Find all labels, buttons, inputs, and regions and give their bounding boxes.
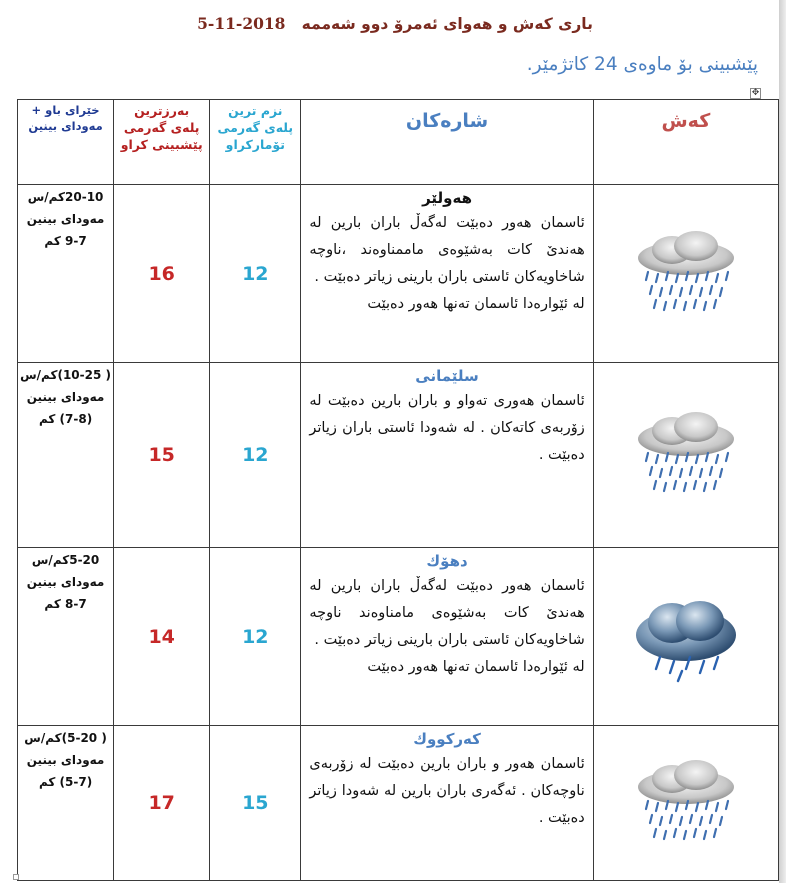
wind-visibility-cell (18, 548, 114, 726)
header-wind-line: خێرای باو + (31, 103, 100, 117)
visibility-value: (7-8) كم (38, 412, 93, 426)
min-temp-cell: 12 (210, 548, 301, 726)
visibility-label: مەودای بینین (26, 575, 105, 589)
header-max-line: پێشبینی كراو (120, 137, 203, 152)
title-date: 2018-11-5 (197, 14, 286, 33)
header-max-temp (114, 100, 210, 185)
city-forecast-cell (301, 363, 593, 548)
forecast-evening-text: لە ئێوارەدا ئاسمان تەنها هەور دەبێت (367, 659, 585, 675)
wind-speed: ( 10-25)كم/س (20, 368, 111, 382)
visibility-label: مەودای بینین (26, 212, 105, 226)
table-row (18, 185, 779, 363)
header-min-temp (210, 100, 301, 185)
wind-speed: 5-20كم/س (31, 553, 100, 567)
weather-table (17, 99, 779, 881)
weather-icon-cell (593, 363, 778, 548)
document-title (170, 14, 620, 40)
city-forecast-cell (301, 185, 593, 363)
max-temp-cell: 16 (114, 185, 210, 363)
min-temp-cell: 12 (210, 185, 301, 363)
visibility-label: مەودای بینین (26, 390, 105, 404)
forecast-text: ئاسمان هەور دەبێت لەگەڵ باران بارین لە هەندێ كات بەشێوەی ماممناوەند ،ناوچە شاخاویەكان ئاستی باران بارینی زیاتر دەبێت . (309, 215, 585, 285)
header-weather: كەش (593, 100, 778, 185)
header-min-line: نزم ترین (228, 103, 283, 118)
header-min-line: تۆماركراو (225, 137, 285, 152)
city-name: كەركووك (413, 730, 481, 748)
weather-icon-cell (593, 185, 778, 363)
table-row (18, 548, 779, 726)
table-move-handle-icon[interactable]: ✥ (751, 88, 760, 98)
wind-speed: ( 5-20)كم/س (24, 731, 107, 745)
header-wind-line: مەودای بینین (28, 119, 103, 133)
weather-icon-cell (593, 726, 778, 881)
rain-cloud-icon (632, 228, 740, 320)
visibility-value: (5-7) كم (38, 775, 93, 789)
forecast-text: ئاسمان هەور دەبێت لەگەڵ باران بارین لە هەندێ كات بەشێوەی مامناوەند ناوچە شاخاویەكان ئاستی باران بارینی زیاتر دەبێت . (309, 578, 585, 648)
page-edge-shadow (779, 0, 786, 883)
title-text: باری كەش و هەوای ئەمرۆ دوو شەممە (301, 15, 593, 33)
header-wind-visibility (18, 100, 114, 185)
city-name: دهۆك (426, 552, 468, 570)
header-cities: شارەكان (301, 100, 593, 185)
wind-visibility-cell (18, 363, 114, 548)
table-header-row (18, 100, 779, 185)
visibility-value: 9-7 كم (44, 234, 87, 248)
document-subtitle: پێشبینی بۆ ماوەی 24 كاتژمێر. (526, 54, 758, 75)
rain-cloud-icon (632, 757, 740, 849)
header-min-line: پلەی گەرمی (217, 120, 294, 135)
visibility-value: 8-7 كم (44, 597, 87, 611)
forecast-text: ئاسمان هەور و باران بارین دەبێت لە زۆربەی ناوچەكان . ئەگەری باران بارین لە شەودا زیاتر دەبێت . (309, 756, 585, 826)
resize-handle-icon[interactable] (13, 874, 19, 880)
max-temp-cell: 15 (114, 363, 210, 548)
city-forecast-cell (301, 548, 593, 726)
storm-cloud-icon (630, 589, 742, 685)
table-row (18, 726, 779, 881)
max-temp-cell: 14 (114, 548, 210, 726)
forecast-evening-text: لە ئێوارەدا ئاسمان تەنها هەور دەبێت (367, 296, 585, 312)
table-row (18, 363, 779, 548)
header-max-line: بەرزترین (134, 103, 190, 118)
visibility-label: مەودای بینین (26, 753, 105, 767)
city-name: سلێمانی (415, 367, 479, 385)
rain-cloud-icon (632, 409, 740, 501)
city-forecast-cell (301, 726, 593, 881)
wind-visibility-cell (18, 185, 114, 363)
max-temp-cell: 17 (114, 726, 210, 881)
city-name: هەولێر (422, 189, 472, 207)
wind-visibility-cell (18, 726, 114, 881)
min-temp-cell: 15 (210, 726, 301, 881)
wind-speed: 20-10كم/س (27, 190, 104, 204)
forecast-text: ئاسمان هەوری تەواو و باران بارین دەبێت لە زۆربەی كاتەكان . لە شەودا ئاستی باران زیاتر دەبێت . (309, 393, 585, 463)
min-temp-cell: 12 (210, 363, 301, 548)
header-max-line: پلەی گەرمی (123, 120, 200, 135)
weather-icon-cell (593, 548, 778, 726)
